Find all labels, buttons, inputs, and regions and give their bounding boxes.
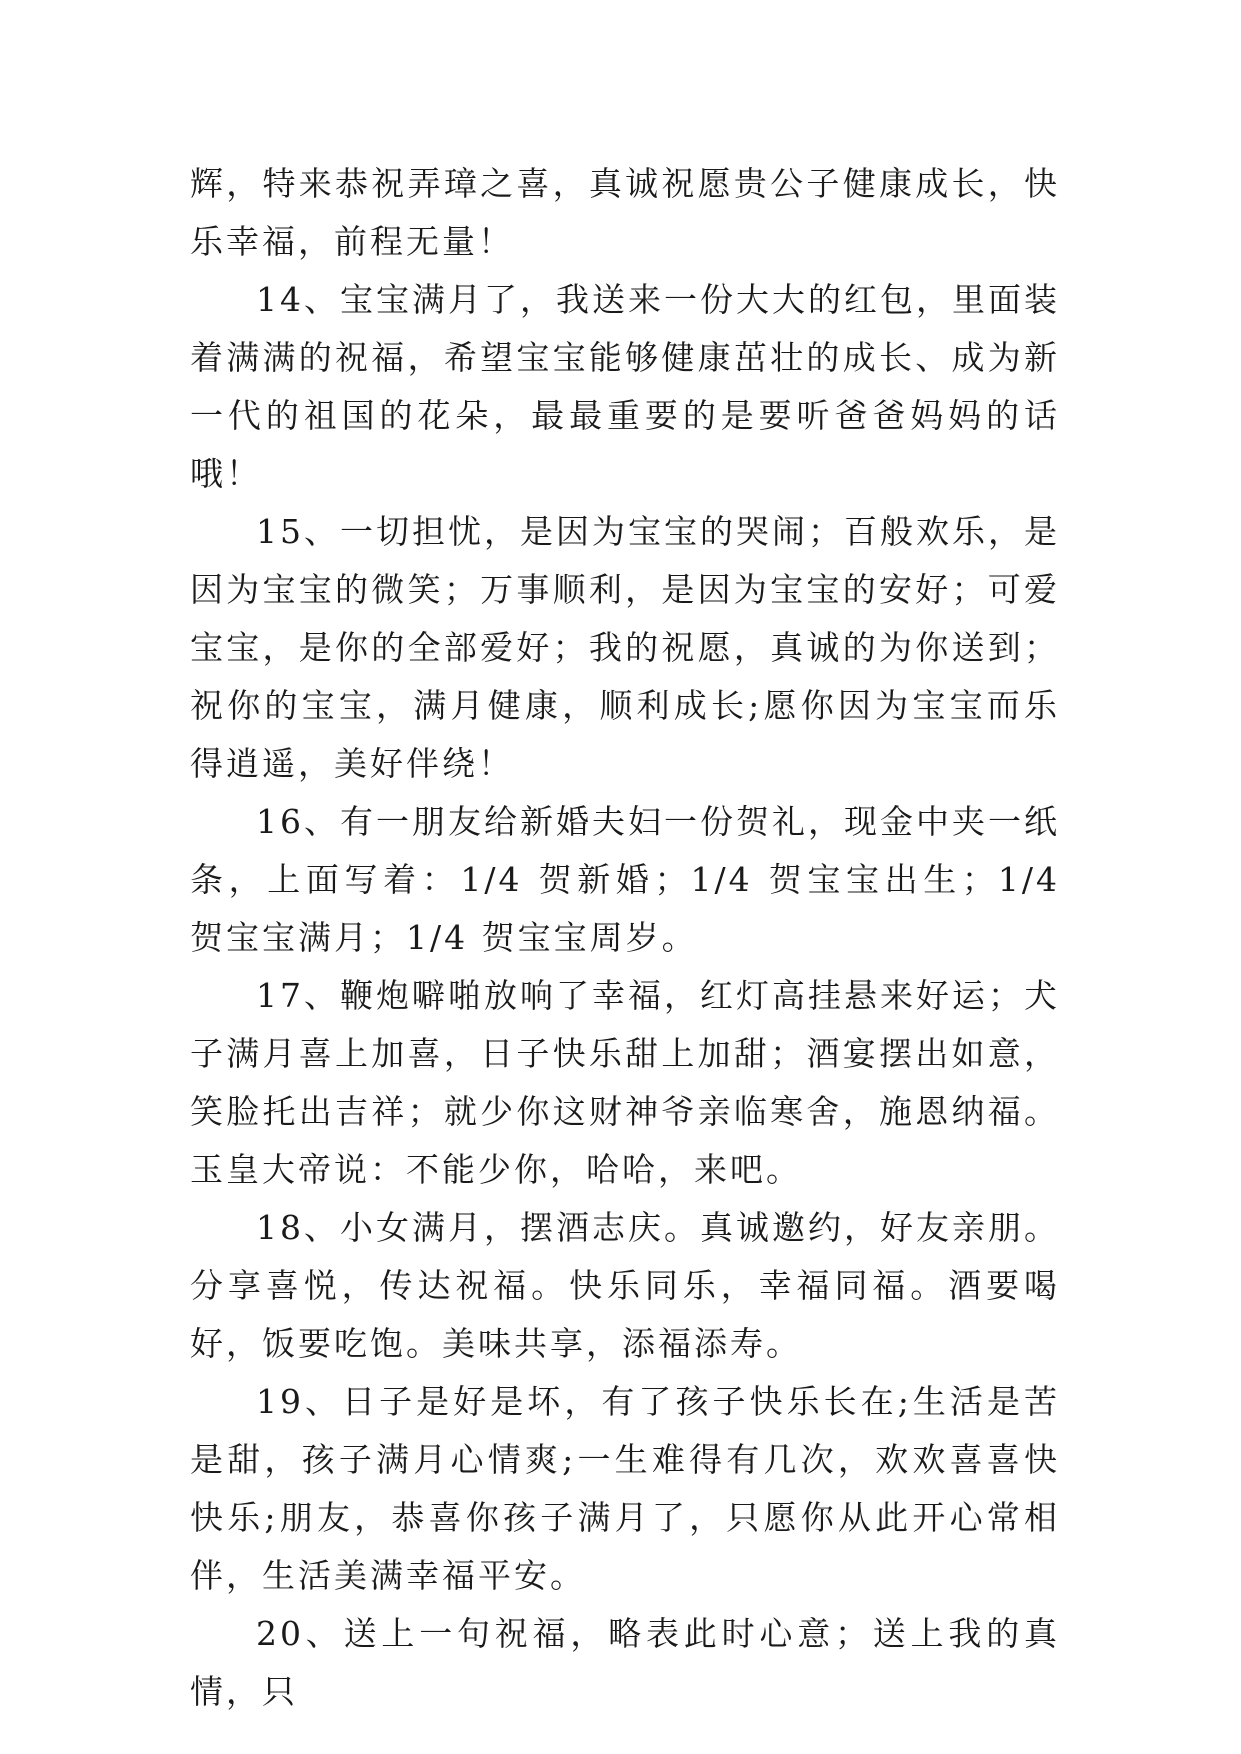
paragraph-16: 16、有一朋友给新婚夫妇一份贺礼，现金中夹一纸条，上面写着：1/4 贺新婚；1/4 贺宝宝出生；1/4 贺宝宝满月；1/4 贺宝宝周岁。 [190,802,1060,957]
paragraph-13-continued: 辉，特来恭祝弄璋之喜，真诚祝愿贵公子健康成长，快乐幸福，前程无量！ [190,164,1060,261]
paragraph-14: 14、宝宝满月了，我送来一份大大的红包，里面装着满满的祝福，希望宝宝能够健康茁壮的成长、成为新一代的祖国的花朵，最最重要的是要听爸爸妈妈的话哦！ [190,280,1060,493]
paragraph-15: 15、一切担忧，是因为宝宝的哭闹；百般欢乐，是因为宝宝的微笑；万事顺利，是因为宝宝的安好；可爱宝宝，是你的全部爱好；我的祝愿，真诚的为你送到；祝你的宝宝，满月健康，顺利成长;愿你因为宝宝而乐得逍遥，美好伴绕！ [190,512,1060,783]
document-body [190,155,1060,1721]
paragraph-17: 17、鞭炮噼啪放响了幸福，红灯高挂悬来好运；犬子满月喜上加喜，日子快乐甜上加甜；酒宴摆出如意，笑脸托出吉祥；就少你这财神爷亲临寒舍，施恩纳福。玉皇大帝说：不能少你，哈哈，来吧。 [190,976,1060,1189]
paragraph-18: 18、小女满月，摆酒志庆。真诚邀约，好友亲朋。分享喜悦，传达祝福。快乐同乐，幸福同福。酒要喝好，饭要吃饱。美味共享，添福添寿。 [190,1208,1060,1363]
paragraph-19: 19、日子是好是坏，有了孩子快乐长在;生活是苦是甜，孩子满月心情爽;一生难得有几次，欢欢喜喜快快乐;朋友，恭喜你孩子满月了，只愿你从此开心常相伴，生活美满幸福平安。 [190,1382,1060,1595]
paragraph-20: 20、送上一句祝福，略表此时心意；送上我的真情，只 [190,1614,1060,1711]
